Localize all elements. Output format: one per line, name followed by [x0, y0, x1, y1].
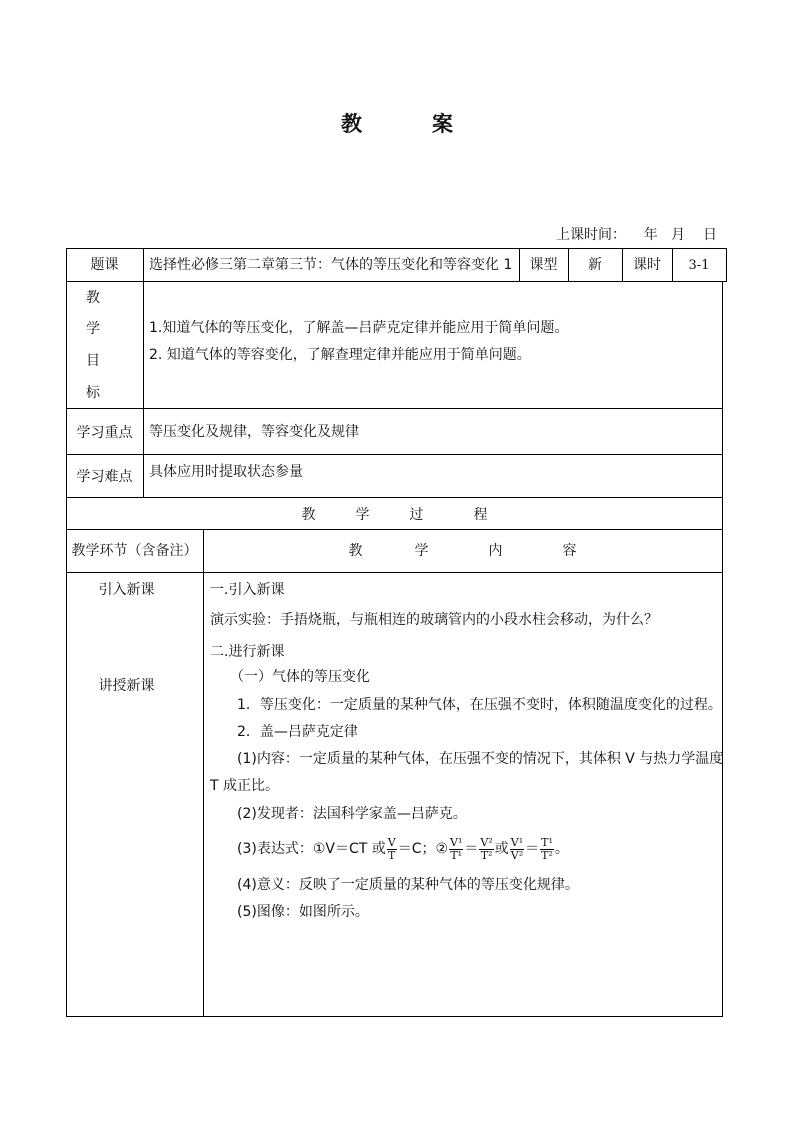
content-line: (4)意义：反映了一定质量的某种气体的等压变化规律。 — [237, 877, 579, 893]
process-header-char: 程 — [473, 507, 488, 523]
content-line: 1．等压变化：一定质量的某种气体，在压强不变时，体积随温度变化的过程。 — [237, 697, 722, 713]
stage-header: 教学环节（含备注） — [71, 543, 198, 559]
content-header-char: 教 — [348, 543, 363, 559]
formula-text: ＝ — [464, 841, 479, 857]
fraction-denominator: T² — [480, 848, 493, 862]
formula-text: 。 — [554, 841, 569, 857]
fraction-denominator: T² — [541, 848, 553, 862]
content-header-char: 内 — [488, 543, 503, 559]
key-points-label: 学习重点 — [76, 425, 133, 441]
difficulties-value: 具体应用时提取状态参量 — [149, 464, 303, 480]
objectives-label-char: 目 — [86, 353, 100, 369]
content-header — [203, 542, 722, 560]
fraction-numerator: V¹ — [450, 835, 463, 849]
objectives-label-char: 标 — [86, 385, 100, 401]
content-line: 2．盖—吕萨克定律 — [237, 724, 358, 740]
title-char: 案 — [432, 112, 453, 136]
content-line: （一）气体的等压变化 — [230, 669, 370, 685]
fraction — [540, 837, 554, 862]
type-value: 新 — [588, 257, 602, 273]
process-header-char: 教 — [301, 507, 316, 523]
content-line: (5)图像：如图所示。 — [237, 904, 369, 920]
fraction-numerator: V — [387, 835, 396, 849]
formula-line — [237, 832, 569, 866]
process-header-char: 学 — [355, 507, 370, 523]
content-line: 一.引入新课 — [210, 582, 285, 598]
formula-text: 或 — [494, 841, 509, 857]
period-value: 3-1 — [688, 258, 710, 273]
content-line: 演示实验：手捂烧瓶，与瓶相连的玻璃管内的小段水柱会移动，为什么？ — [210, 612, 658, 628]
title-char: 教 — [341, 112, 362, 136]
content-line: (2)发现者：法国科学家盖—吕萨克。 — [237, 806, 467, 822]
stage-intro: 引入新课 — [98, 582, 155, 598]
fraction — [387, 837, 397, 862]
fraction — [510, 837, 524, 862]
type-label: 课型 — [529, 257, 558, 273]
key-points-value: 等压变化及规律，等容变化及规律 — [149, 424, 359, 440]
formula-text: ＝ — [525, 841, 540, 857]
content-line: 二.进行新课 — [210, 644, 285, 660]
fraction — [479, 837, 493, 862]
content-line: (1)内容：一定质量的某种气体，在压强不变的情况下，其体积 V 与热力学温度 — [237, 751, 724, 767]
content-line: T 成正比。 — [210, 778, 280, 794]
objective-item: 2. 知道气体的等容变化，了解查理定律并能应用于简单问题。 — [149, 347, 531, 363]
objective-item: 1.知道气体的等压变化，了解盖—吕萨克定律并能应用于简单问题。 — [149, 320, 569, 336]
content-header-char: 容 — [562, 543, 577, 559]
fraction-numerator: T¹ — [541, 835, 553, 849]
formula-prefix: (3)表达式：①V＝CT 或 — [237, 841, 386, 857]
period-label: 课时 — [633, 257, 661, 273]
process-header — [66, 506, 723, 524]
fraction-denominator: T¹ — [450, 848, 463, 862]
difficulties-label: 学习难点 — [76, 469, 133, 485]
formula-text: ＝C；② — [397, 841, 449, 857]
fraction-denominator: T — [388, 848, 396, 862]
objectives-label-char: 教 — [86, 290, 100, 306]
fraction-numerator: V² — [480, 835, 493, 849]
fraction-numerator: V¹ — [510, 835, 524, 849]
class-time: 上课时间： 年 月 日 — [556, 227, 717, 243]
stage-teaching: 讲授新课 — [98, 678, 155, 694]
topic-label: 题课 — [90, 257, 119, 273]
fraction-denominator: V² — [510, 848, 524, 862]
document-title — [0, 108, 794, 138]
content-header-char: 学 — [414, 543, 429, 559]
objectives-label-char: 学 — [86, 321, 100, 337]
process-header-char: 过 — [409, 507, 424, 523]
fraction — [449, 837, 463, 862]
topic-value: 选择性必修三第二章第三节：气体的等压变化和等容变化 1 — [149, 257, 513, 273]
